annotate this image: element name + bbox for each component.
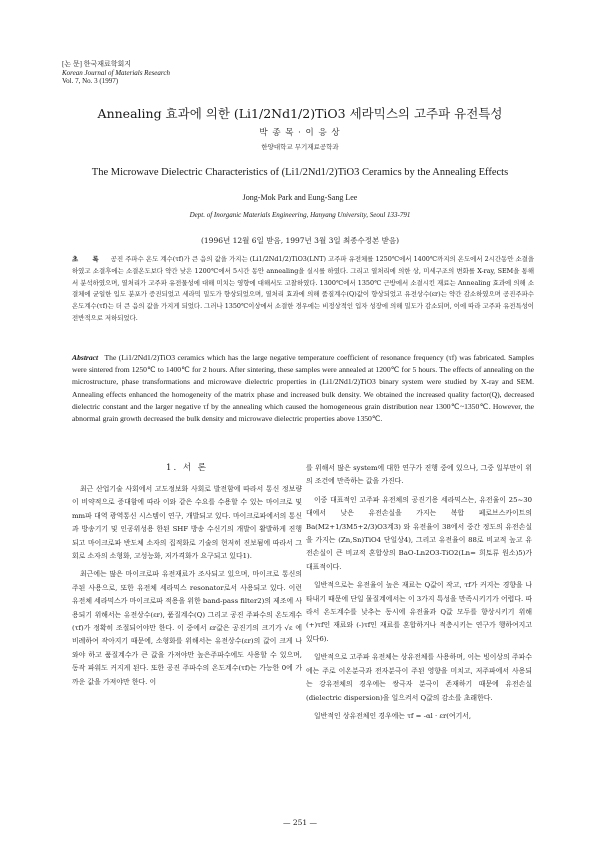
- abstract-korean: [72, 254, 534, 325]
- authors-korean: 박 종 목 · 이 응 상: [259, 128, 341, 138]
- abstract-korean-text: 공진 주파수 온도 계수(τf)가 큰 음의 값을 가지는 (Li1/2Nd1/2)TiO3(LNT) 고주파 유전체를 1250℃에서 1400℃까지의 온도에서 2시간동안 소결을 하였고 소결후에는 소결온도보다 약간 낮은 1200℃에서 5시간 동안 annealing을 실시를 하였다. 그리고 열처리에 의한 상, 미세구조의 변화를 X-ray, SEM을 통해서 분석하였으며, 열처리가 고주파 유전물성에 대해 미치는 영향에 대해서도 고찰하였다. 1300℃에서 1350℃ 근방에서 소결시킨 재료는 Annealing 효과에 의해 소결체에 균일한 입도 분포가 증진되었고 세라믹 밀도가 향상되었으며, 열처리 효과에 의해 품질계수(Q)값이 향상되었고 유전상수(εr)는 약간 감소하였으며 공진주파수 온도계수(τf)는 더 큰 음의 값을 가지게 되었다. 그러나 1350℃이상에서 소결한 경우에는 비정상적인 입자 성장에 의해 밀도가 감소되며, 이에 따라 고주파 유전특성이 전반적으로 저하되었다.: [72, 255, 534, 322]
- body-paragraph: 일반적으로는 유전율이 높은 재료는 Q값이 작고, τf가 커지는 경향을 나타내기 때문에 단일 물질계에서는 이 3가지 특성을 만족시키기가 어렵다. 따라서 온도계수를 낮추는 동시에 유전율과 Q값 모두를 향상시키기 위해 (+)τf인 재료와 (-)τf인 재료를 혼합하거나 적층시키는 연구가 행하여지고 있다6).: [306, 581, 532, 643]
- journal-line-ko: [논 문] 한국재료학회지: [62, 60, 132, 68]
- abstract-english-text: The (Li1/2Nd1/2)TiO3 ceramics which has the large negative temperature coefficient of resonance frequency (τf) was fabricated. Samples were sintered from 1250℃ to 1400℃ for 2 hours. After sintering, these samples were annealed at 1200℃ for 5 hours. The effects of annealing on the microstructure, phase transformations and microwave dielectric properties in (Li1/2Nd1/2)TiO3 binary system were studied by X-ray and SEM. Annealing effects enhanced the homogeneity of the matrix phase and increased bulk density. We obtained the increased quality factor(Q), decreased dielectric constant and the larger negative τf by the annealing which caused the homogeneous grain distribution near 1300℃~1350℃. However, the abnormal grain growth decreased the bulk density and microwave dielectric properties above 1350℃.: [72, 353, 534, 424]
- abstract-korean-label: 초 록: [72, 255, 105, 263]
- journal-volume: Vol. 7, No. 3 (1997): [62, 77, 119, 85]
- authors-english: Jong-Mok Park and Eung-Sang Lee: [242, 193, 358, 202]
- body-paragraph: 이중 대표적인 고주파 유전체의 공진기용 세라믹스는, 유전율이 25~30대에서 낮은 유전손실을 가지는 복합 페로브스카이트의 Ba(M2+1/3M5+2/3)O3계3) 와 유전율이 38에서 중간 정도의 유전손실을 가지는 (Zn,Sn)TiO4 단일상4), 그리고 유전율이 88로 비교적 높고 유전손실이 큰 비교적 혼합상의 BaO-Ln2O3-TiO2(Ln= 희토류 원소)5)가 대표적이다.: [306, 495, 532, 571]
- body-paragraph: 일반적인 상유전체인 경우에는 τf = -αl · εr(여기서,: [314, 711, 472, 720]
- journal-header: [62, 60, 170, 86]
- abstract-english: [72, 352, 534, 425]
- page-number: — 251 —: [282, 818, 318, 827]
- journal-line-en: Korean Journal of Materials Research: [62, 68, 170, 77]
- title-english: The Microwave Dielectric Characteristics of (Li1/2Nd1/2)TiO3 Ceramics by the Annealing Effects: [91, 167, 509, 178]
- body-left-column: [72, 462, 302, 694]
- body-paragraph: 일반적으로 고주파 유전체는 상유전체를 사용하며, 이는 빙이상의 주파수에는 주로 이온분극과 전자분극이 주된 영향을 미치고, 저주파에서 사용되는 강유전체의 경우에는 쌍극자 분극이 존재하기 때문에 유전손실(dielectric dispersion)을 일으켜서 Q값의 감소를 초래한다.: [306, 653, 532, 702]
- body-paragraph: 최근 산업기술 사회에서 고도정보화 사회로 발전함에 따라서 통신 정보량이 비약적으로 증대함에 따라 이와 같은 수요를 수용할 수 있는 마이크로 및 mm파 대역 광역통신 시스템이 연구, 개발되고 있다. 마이크로파에서의 통신과 방송기기 및 인공위성용 한된 SHF 방송 수신기의 개발이 활발하게 진행되고 마이크로파 반도체 소자의 집적화로 기술의 현저히 진보됨에 따라서 그 회로 소자의 소형화, 고성능화, 저가격화가 요구되고 있다1).: [72, 485, 302, 561]
- abstract-english-label: Abstract: [72, 353, 99, 362]
- body-paragraph: 최근에는 많은 마이크로파 유전재료가 조사되고 있으며, 마이크로 통신의 주된 사용으로, 또한 유전체 세라믹스 resonator로서 사용되고 있다. 이런 유전체 세라믹스가 마이크로파 적용을 위한 band-pass filter2)의 제조에 사용되기 위해서는 유전상수(εr), 품질계수(Q) 그리고 공진 주파수의 온도계수(τf)가 정확히 조절되어야만 한다. 이 중에서 εr값은 공진기의 크기가 √ε 에 비례하여 작아지기 때문에, 소형화를 위해서는 유전상수(εr)의 값이 크게 나와야 하고 품질계수가 큰 값을 가져야만 높은주파수에도 사용할 수 있으며, 동작 파워도 커지게 된다. 또한 공진 주파수의 온도계수(τf)는 가능한 0에 가까운 값을 가져야만 한다. 이: [72, 570, 302, 686]
- body-paragraph: 를 위해서 많은 system에 대한 연구가 진행 중에 있으나, 그중 일부만이 위의 조건에 만족하는 값을 가진다.: [306, 464, 532, 486]
- body-right-column: [306, 462, 532, 728]
- affiliation-english: Dept. of Inorganic Materials Engineering, Hanyang University, Seoul 133-791: [189, 211, 411, 219]
- section-heading-introduction: 1. 서 론: [166, 463, 208, 473]
- title-korean: Annealing 효과에 의한 (Li1/2Nd1/2)TiO3 세라믹스의 고주파 유전특성: [97, 106, 503, 121]
- affiliation-korean: 한양대학교 무기재료공학과: [261, 143, 339, 151]
- received-dates: (1996년 12월 6일 받음, 1997년 3월 3일 최종수정본 받음): [200, 236, 399, 245]
